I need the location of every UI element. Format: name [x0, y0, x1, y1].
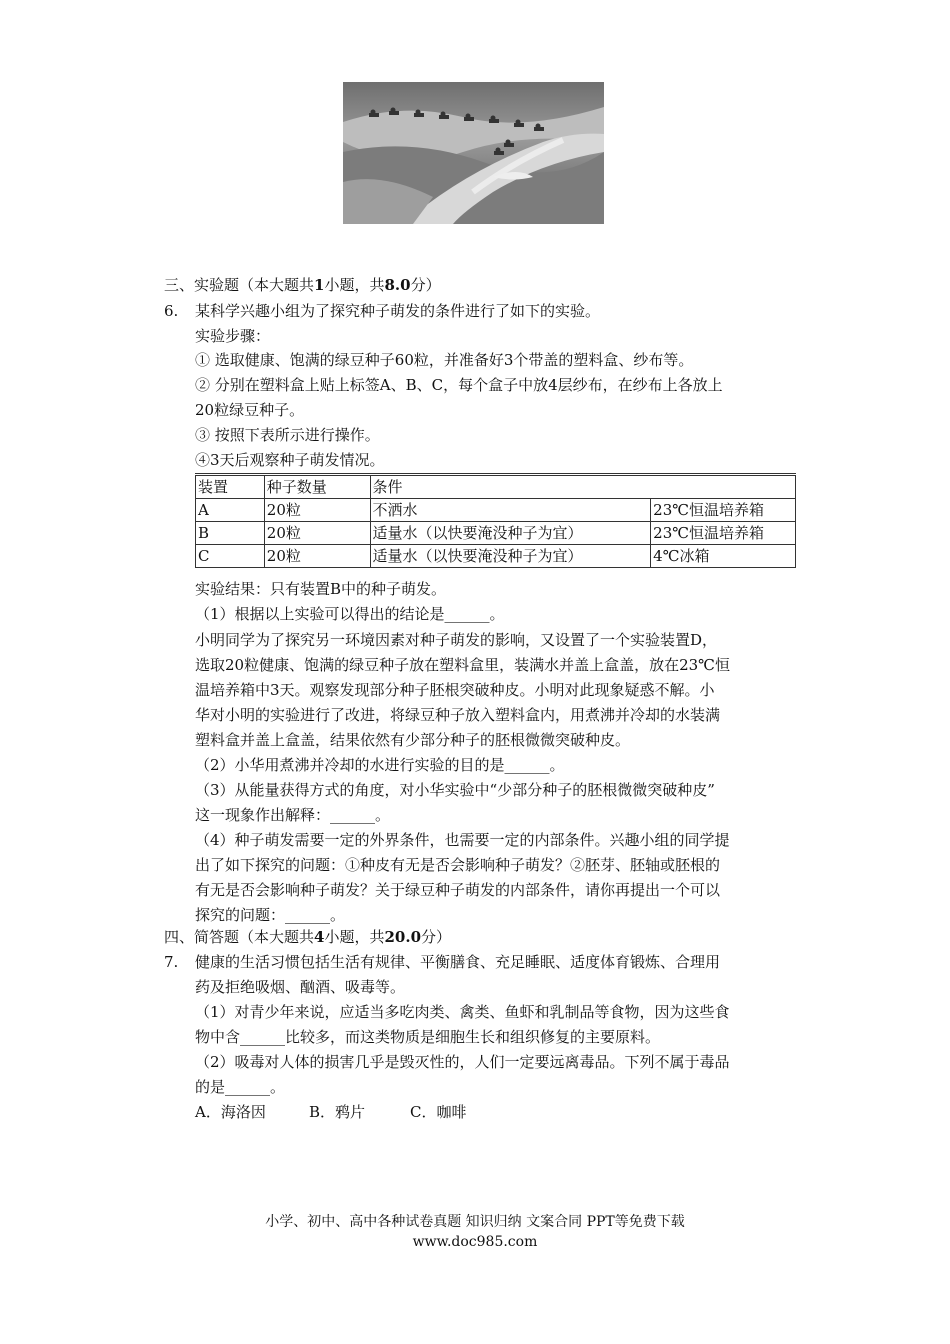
q6-part-4-line-3: 有无是否会影响种子萌发？关于绿豆种子萌发的内部条件，请你再提出一个可以 — [195, 881, 721, 899]
q7-part-2-line-2: 的是______。 — [195, 1078, 286, 1096]
q6-part-1: （1）根据以上实验可以得出的结论是______。 — [195, 605, 505, 623]
question-7-stem-line-1: 健康的生活习惯包括生活有规律、平衡膳食、充足睡眠、适度体育锻炼、合理用 — [195, 953, 721, 971]
table-cell: C — [196, 545, 265, 568]
step-3: ③ 按照下表所示进行操作。 — [195, 426, 380, 444]
question-6-number: 6. — [164, 302, 179, 320]
experiment-result: 实验结果：只有装置B中的种子萌发。 — [195, 580, 447, 598]
table-cell: A — [196, 499, 265, 522]
table-header-row — [196, 475, 796, 499]
table-header-cell: 种子数量 — [264, 475, 370, 499]
q6-part-3-line-2: 这一现象作出解释：______。 — [195, 806, 391, 824]
paragraph-line: 选取20粒健康、饱满的绿豆种子放在塑料盒里，装满水并盖上盒盖，放在23℃恒 — [195, 656, 730, 674]
q6-part-3-line-1: （3）从能量获得方式的角度，对小华实验中“少部分种子的胚根微微突破种皮” — [195, 781, 715, 799]
option-c: C．咖啡 — [410, 1103, 467, 1121]
steps-title: 实验步骤： — [195, 327, 271, 345]
step-2-line-1: ② 分别在塑料盒上贴上标签A、B、C，每个盒子中放4层纱布，在纱布上各放上 — [195, 376, 723, 394]
section-3-heading: 三、实验题（本大题共1小题，共8.0分） — [164, 276, 441, 294]
table-cell: 20粒 — [264, 545, 370, 568]
experiment-table — [195, 473, 796, 568]
step-2-line-2: 20粒绿豆种子。 — [195, 401, 305, 419]
question-7-stem-line-2: 药及拒绝吸烟、酗酒、吸毒等。 — [195, 978, 406, 996]
step-4: ④3天后观察种子萌发情况。 — [195, 451, 385, 469]
table-row — [196, 499, 796, 522]
q7-part-2-line-1: （2）吸毒对人体的损害几乎是毁灭性的，人们一定要远离毒品。下列不属于毒品 — [195, 1053, 730, 1071]
paragraph-line: 华对小明的实验进行了改进，将绿豆种子放入塑料盒内，用煮沸并冷却的水装满 — [195, 706, 721, 724]
camel-caravan-illustration — [343, 82, 604, 224]
table-header-cell: 装置 — [196, 475, 265, 499]
table-header-cell: 条件 — [370, 475, 795, 499]
option-a: A．海洛因 — [195, 1103, 266, 1121]
paragraph-line: 小明同学为了探究另一环境因素对种子萌发的影响，又设置了一个实验装置D， — [195, 631, 718, 649]
q7-part-1-line-1: （1）对青少年来说，应适当多吃肉类、禽类、鱼虾和乳制品等食物，因为这些食 — [195, 1003, 730, 1021]
section-4-heading: 四、简答题（本大题共4小题，共20.0分） — [164, 928, 452, 946]
table-cell: 20粒 — [264, 499, 370, 522]
step-1: ① 选取健康、饱满的绿豆种子60粒，并准备好3个带盖的塑料盒、纱布等。 — [195, 351, 694, 369]
q6-part-4-line-1: （4）种子萌发需要一定的外界条件，也需要一定的内部条件。兴趣小组的同学提 — [195, 831, 730, 849]
option-b: B．鸦片 — [309, 1103, 366, 1121]
paragraph-line: 温培养箱中3天。观察发现部分种子胚根突破种皮。小明对此现象疑惑不解。小 — [195, 681, 715, 699]
footer-text: 小学、初中、高中各种试卷真题 知识归纳 文案合同 PPT等免费下载 — [265, 1214, 685, 1230]
table-cell: 适量水（以快要淹没种子为宜） — [370, 522, 651, 545]
table-cell: 23℃恒温培养箱 — [651, 522, 796, 545]
table-cell: 不洒水 — [370, 499, 651, 522]
table-cell: B — [196, 522, 265, 545]
paragraph-line: 塑料盒并盖上盒盖，结果依然有少部分种子的胚根微微突破种皮。 — [195, 731, 631, 749]
footer-link[interactable]: www.doc985.com — [412, 1234, 538, 1250]
table-row — [196, 522, 796, 545]
table-cell: 20粒 — [264, 522, 370, 545]
q6-part-4-line-2: 出了如下探究的问题：①种皮有无是否会影响种子萌发？②胚芽、胚轴或胚根的 — [195, 856, 721, 874]
table-cell: 4℃冰箱 — [651, 545, 796, 568]
table-cell: 适量水（以快要淹没种子为宜） — [370, 545, 651, 568]
q6-part-2: （2）小华用煮沸并冷却的水进行实验的目的是______。 — [195, 756, 565, 774]
q7-part-1-line-2: 物中含______比较多，而这类物质是细胞生长和组织修复的主要原料。 — [195, 1028, 661, 1046]
table-row — [196, 545, 796, 568]
question-7-number: 7. — [164, 953, 179, 971]
table-cell: 23℃恒温培养箱 — [651, 499, 796, 522]
question-6-stem: 某科学兴趣小组为了探究种子萌发的条件进行了如下的实验。 — [195, 302, 601, 320]
q6-part-4-line-4: 探究的问题：______。 — [195, 906, 346, 924]
